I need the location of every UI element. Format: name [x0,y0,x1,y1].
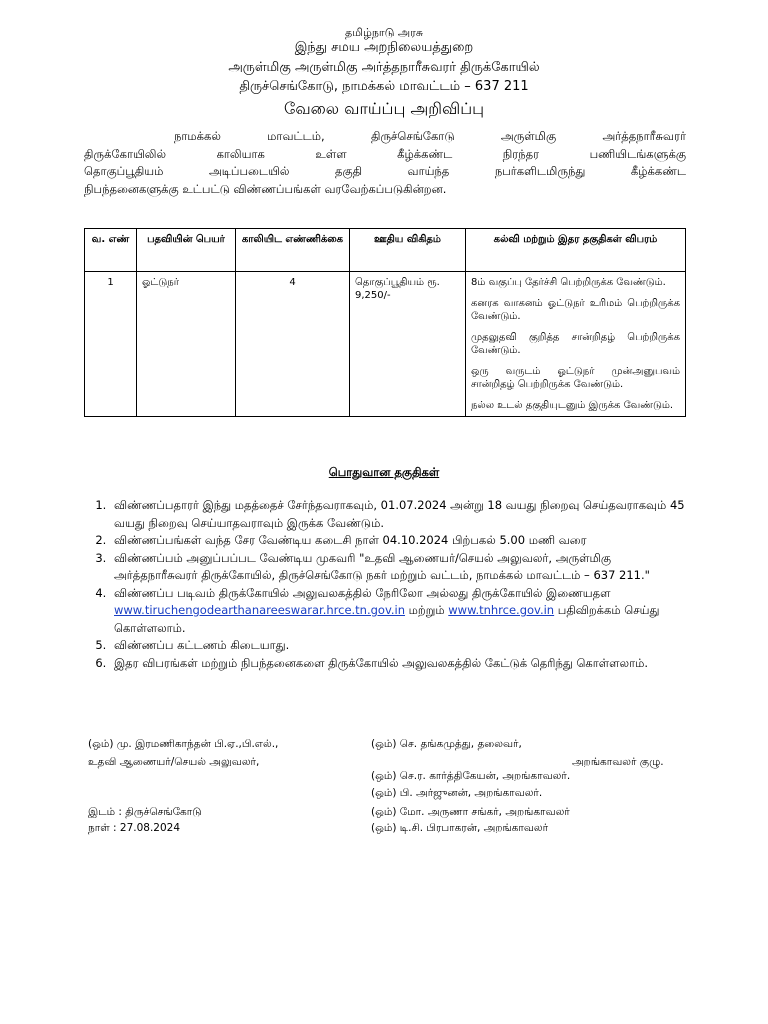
intro-line: நாமக்கல் மாவட்டம், திருச்செங்கோடு அருள்மிகு அர்த்தநாரீசுவரர் [174,129,686,143]
condition-text: மற்றும் [408,603,445,617]
government-name: தமிழ்நாடு அரசு [344,26,424,39]
qualification-item: ஒரு வருடம் ஓட்டுநர் முன்அனுபவம் சான்றிதழ் பெற்றிருக்க வேண்டும். [471,366,680,390]
page-title: வேலை வாய்ப்பு அறிவிப்பு [283,99,485,118]
general-conditions-title: பொதுவான தகுதிகள் [328,465,440,479]
temple-website-link[interactable]: www.tiruchengodearthanareeswarar.hrce.tn.gov.in [114,603,406,617]
table-row [85,272,686,417]
trustee-name: (ஒம்) செ.ர. கார்த்திகேயன், அறங்காவலர். [371,770,571,782]
header-qualification: கல்வி மற்றும் இதர தகுதிகள் விபரம் [466,229,686,272]
header-vacancies: காலியிட எண்ணிக்கை [236,229,350,272]
cell-post: ஓட்டுநர் [137,272,236,417]
header-post: பதவியின் பெயர் [137,229,236,272]
qualification-item: நல்ல உடல் தகுதியுடனும் இருக்க வேண்டும். [471,400,674,411]
department-name: இந்து சமய அறநிலையத்துறை [294,40,474,55]
trustee-name: (ஒம்) பி. அர்ஜுனன், அறங்காவலர். [371,787,543,799]
intro-paragraph [84,128,686,198]
trustee-committee: அறங்காவலர் குழு. [572,756,664,768]
list-item [110,585,686,638]
signatory-name: (ஒம்) மு. இரமணிகாந்தன் பி.ஏ.,பி.எல்., [88,738,279,750]
list-item: 5. விண்ணப்ப கட்டணம் கிடையாது. [110,637,686,655]
header-sno: வ. எண் [85,229,137,272]
qualification-item: முதலுதவி குறித்த சான்றிதழ் பெற்றிருக்க வேண்டும். [471,332,680,356]
list-item: 1. விண்ணப்பதாரர் இந்து மதத்தைச் சேர்ந்தவராகவும், 01.07.2024 அன்று 18 வயது நிறைவு செய்தவராகவும் 45 வயது நிறைவு செய்யாதவராவும் இருக்க வேண்டும். [110,497,686,532]
condition-text: பதிவிறக்கம் செய்து கொள்ளலாம். [114,603,660,635]
list-item: 3. விண்ணப்பம் அனுப்பப்பட வேண்டிய முகவரி "உதவி ஆணையர்/செயல் அலுவலர், அருள்மிகு அர்த்தநாரீசுவரர் திருக்கோயில், திருச்செங்கோடு நகர் மற்றும் வட்டம், நாமக்கல் மாவட்டம் – 637 211." [110,550,686,585]
signatory-title: உதவி ஆணையர்/செயல் அலுவலர், [88,756,260,768]
header-pay: ஊதிய விகிதம் [350,229,466,272]
general-conditions-list [84,497,686,672]
list-item: 6. இதர விபரங்கள் மற்றும் நிபந்தனைகளை திருக்கோயில் அலுவலகத்தில் கேட்டுக் தெரிந்து கொள்ளலாம். [110,655,686,673]
cell-pay: தொகுப்பூதியம் ரூ. 9,250/- [350,272,466,417]
cell-vacancies: 4 [236,272,350,417]
intro-line: தொகுப்பூதியம் அடிப்படையில் தகுதி வாய்ந்த நபர்களிடமிருந்து கீழ்க்கண்ட [84,164,686,178]
temple-name: அருள்மிகு அருள்மிகு அர்த்தநாரீசுவரர் திருக்கோயில் [228,60,540,75]
place: இடம் : திருச்செங்கோடு [88,806,202,818]
qualification-item: 8ம் வகுப்பு தேர்ச்சி பெற்றிருக்க வேண்டும். [471,277,666,288]
trustee-chairman: (ஒம்) செ. தங்கமுத்து, தலைவர், [371,738,522,750]
trustee-name: (ஒம்) மோ. அருணா சங்கர், அறங்காவலர் [371,806,570,818]
qualification-item: கனரக வாகனம் ஓட்டுநர் உரிமம் பெற்றிருக்க வேண்டும். [471,298,680,322]
temple-address: திருச்செங்கோடு, நாமக்கல் மாவட்டம் – 637 211 [239,79,529,94]
intro-line: திருக்கோயிலில் காலியாக உள்ள கீழ்க்கண்ட நிரந்தர பணியிடங்களுக்கு [84,146,686,161]
intro-line: நிபந்தனைகளுக்கு உட்பட்டு விண்ணப்பங்கள் வரவேற்கப்படுகின்றன. [84,181,447,196]
hrce-website-link[interactable]: www.tnhrce.gov.in [448,603,555,617]
vacancy-table [84,228,686,417]
date: நாள் : 27.08.2024 [88,822,181,834]
table-header-row [85,229,686,272]
trustee-name: (ஒம்) டி.சி. பிரபாகரன், அறங்காவலர் [371,822,549,834]
list-item: 2. விண்ணப்பங்கள் வந்த சேர வேண்டிய கடைசி நாள் 04.10.2024 பிற்பகல் 5.00 மணி வரை [110,532,686,550]
cell-qualifications [466,272,686,417]
condition-text: விண்ணப்ப படிவம் திருக்கோயில் அலுவலகத்தில் நேரிலோ அல்லது திருக்கோயில் இணையதள [114,585,611,600]
cell-sno: 1 [85,272,137,417]
